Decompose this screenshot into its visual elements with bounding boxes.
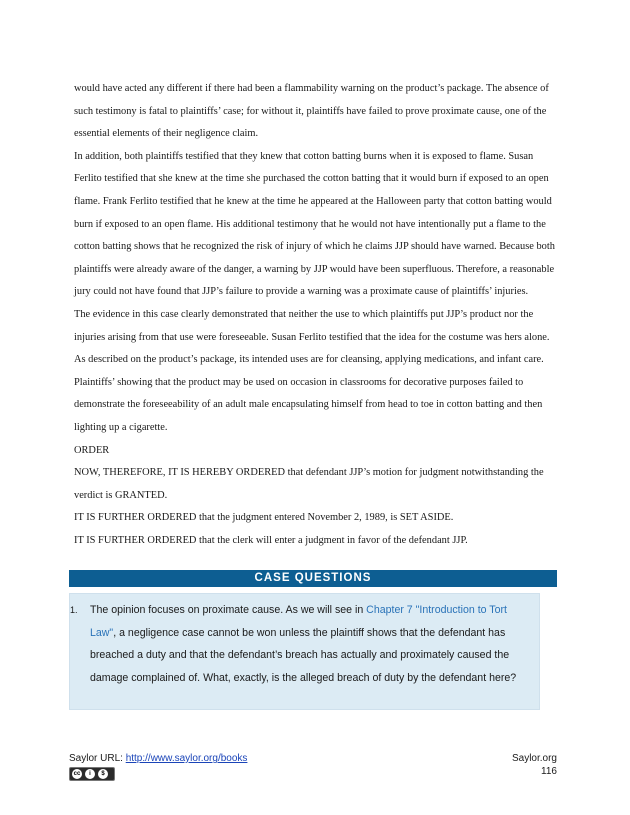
footer-site: Saylor.org (511, 753, 557, 764)
case-questions-header: CASE QUESTIONS (69, 570, 557, 587)
body-text (74, 78, 562, 552)
paragraph: would have acted any different if there had been a flammability warning on the product’s package. The absence of such testimony is fatal to plaintiffs’ case; for without it, plaintiffs have failed to prove proximate cause, one of the essential elements of their negligence claim. (74, 83, 549, 140)
footer-right (512, 752, 557, 778)
question-item (70, 594, 539, 689)
paragraph: NOW, THEREFORE, IT IS HEREBY ORDERED that defendant JJP’s motion for judgment notwithstanding the verdict is GRANTED. (74, 467, 544, 501)
saylor-books-link[interactable]: http://www.saylor.org/books (125, 753, 248, 764)
page-number: 116 (541, 766, 557, 777)
footer-url-label: Saylor URL: (69, 753, 126, 764)
paragraph: The evidence in this case clearly demonstrated that neither the use to which plaintiffs put JJP’s product nor the injuries arising from that use were foreseeable. Susan Ferlito testified that the idea for the costume was hers alone. As described on the product’s package, its intended uses are for cleansing, applying medications, and infant care. Plaintiffs’ showing that the product may be used on occasion in classrooms for decorative purposes failed to demonstrate the foreseeability of an adult male encapsulating himself from head to toe in cotton batting and then lighting up a cigarette. (74, 308, 550, 433)
question-number: 1. (70, 605, 78, 615)
question-list (70, 594, 539, 689)
chapter-link[interactable]: Chapter 7 "Introduction to Tort Law" (90, 604, 507, 639)
paragraph: In addition, both plaintiffs testified that they knew that cotton batting burns when it is exposed to flame. Susan Ferlito testified that she knew at the time she purchased the cotton batting that it would burn if exposed to an open flame. Frank Ferlito testified that he knew at the time he appeared at the Halloween party that cotton batting would burn if exposed to an open flame. His additional testimony that he would not have intentionally put a flame to the cotton batting shows that he recognized the risk of injury of which he claims JJP should have warned. Because both plaintiffs were already aware of the danger, a warning by JJP would have been superfluous. Therefore, a reasonable jury could not have found that JJP’s failure to provide a warning was a proximate cause of plaintiffs’ injuries. (74, 150, 555, 298)
question-text-after: , a negligence case cannot be won unless the plaintiff shows that the defendant has breached a duty and that the defendant’s breach has actually and proximately caused the damage complained of. What, exactly, is the alleged breach of duty by the defendant here? (90, 626, 517, 684)
question-text-before: The opinion focuses on proximate cause. As we will see in (90, 604, 367, 616)
paragraph: IT IS FURTHER ORDERED that the judgment entered November 2, 1989, is SET ASIDE. (74, 512, 454, 524)
footer-url-line (69, 752, 247, 765)
order-heading: ORDER (74, 444, 110, 456)
creative-commons-icon: cc i $ (69, 767, 115, 781)
paragraph: IT IS FURTHER ORDERED that the clerk will enter a judgment in favor of the defendant JJP. (74, 534, 468, 546)
case-questions-box (69, 593, 540, 710)
